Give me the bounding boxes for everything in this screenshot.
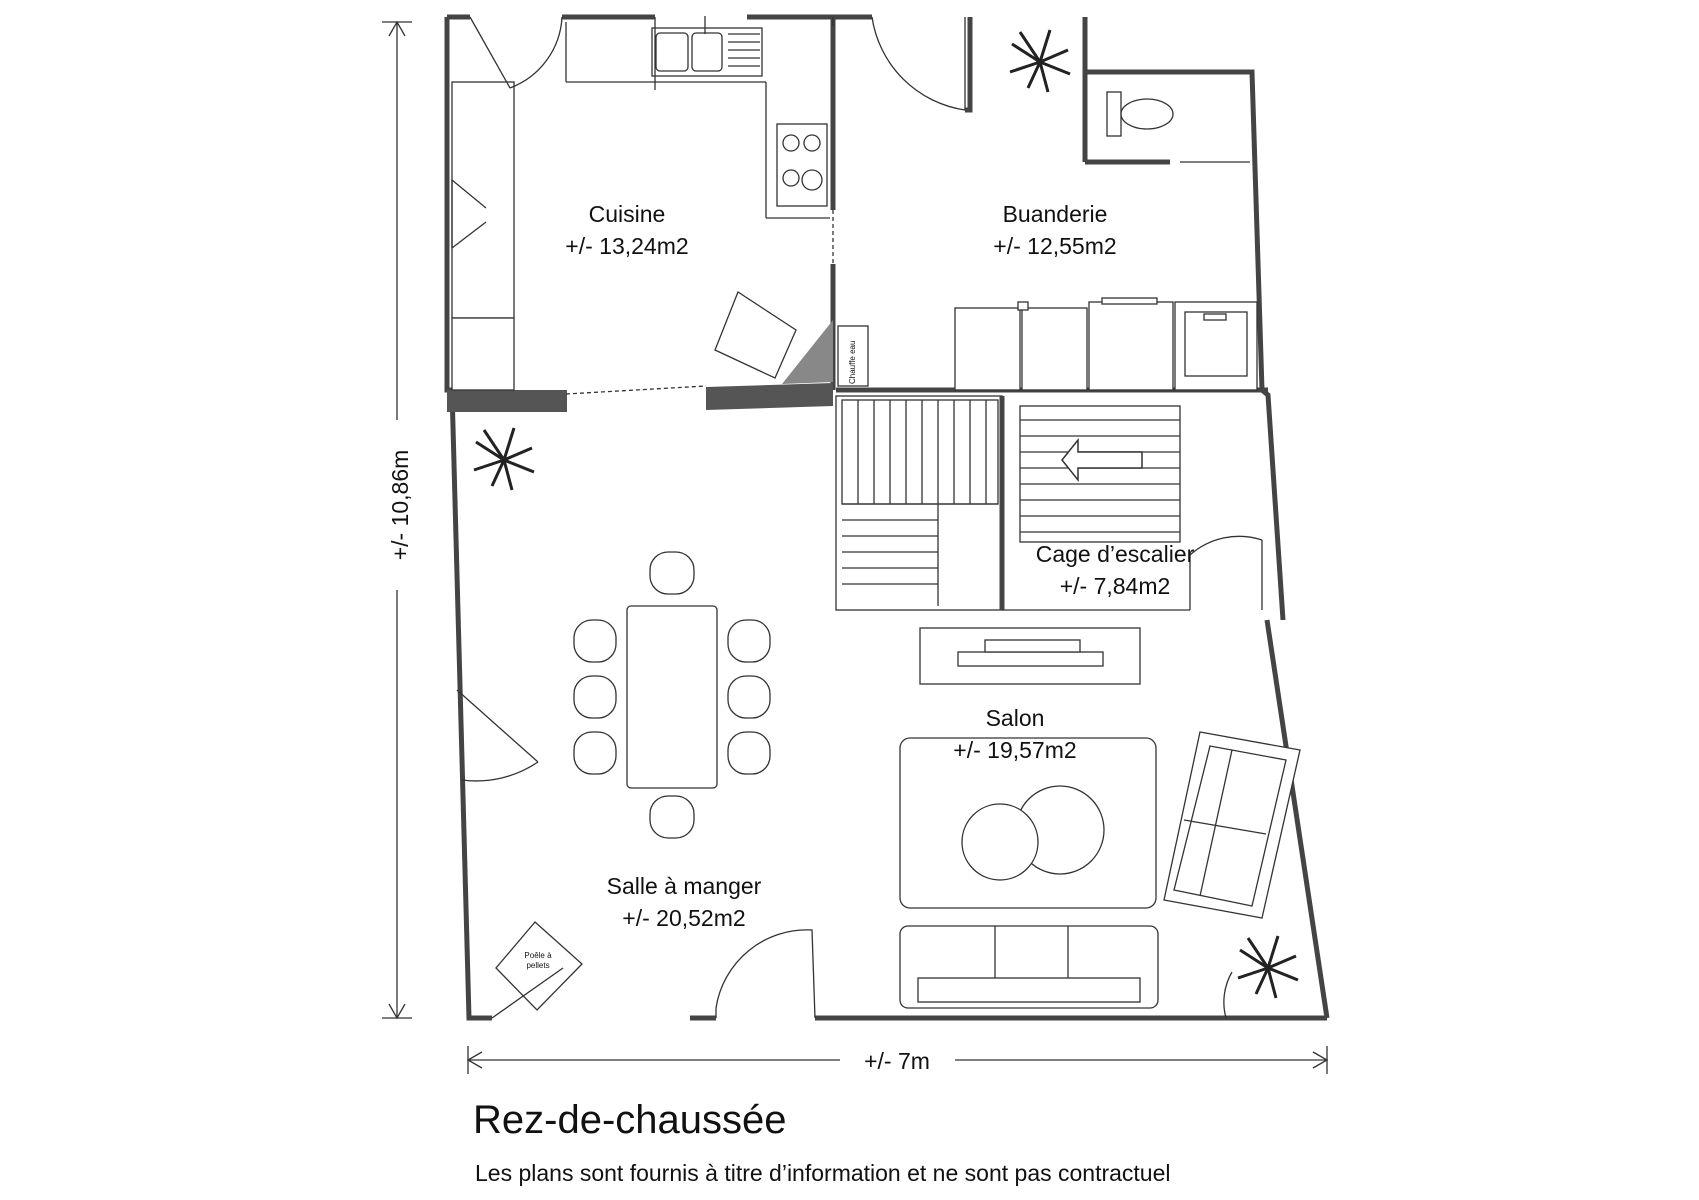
room-salle-a-manger xyxy=(607,873,762,931)
room-name: Salon xyxy=(985,705,1045,731)
toilet-icon xyxy=(1107,92,1250,162)
room-cage-escalier xyxy=(1036,541,1195,599)
laundry-counter xyxy=(955,298,1257,390)
room-area: +/- 12,55m2 xyxy=(993,233,1117,259)
sofa xyxy=(900,926,1158,1008)
room-name: Salle à manger xyxy=(606,873,762,899)
plant-icon xyxy=(1010,30,1070,92)
plant-icon xyxy=(474,428,534,490)
dining-table xyxy=(574,552,770,838)
water-heater xyxy=(838,326,868,386)
plan-title: Rez-de-chaussée xyxy=(473,1098,787,1142)
height-dimension-label: +/- 10,86m xyxy=(387,449,413,561)
plant-icon xyxy=(1238,936,1298,998)
width-dimension xyxy=(468,1046,1327,1074)
width-dimension-label: +/- 7m xyxy=(864,1048,930,1074)
pellet-stove-label-line2: pellets xyxy=(526,961,550,970)
kitchen-appliance-corner xyxy=(715,292,833,384)
fireplace xyxy=(920,628,1140,684)
cooktop-icon xyxy=(777,124,827,206)
room-name: Cage d’escalier xyxy=(1035,541,1195,567)
room-buanderie xyxy=(993,201,1116,259)
armchair-sofa xyxy=(1164,732,1300,918)
room-area: +/- 13,24m2 xyxy=(565,233,689,259)
room-salon xyxy=(953,705,1076,763)
pellet-stove-label-line1: Poêle à xyxy=(524,951,552,960)
room-area: +/- 20,52m2 xyxy=(622,905,746,931)
room-name: Buanderie xyxy=(1002,201,1108,227)
plan-disclaimer: Les plans sont fournis à titre d’information et ne sont pas contractuel xyxy=(475,1160,1171,1186)
rug xyxy=(900,738,1156,908)
water-heater-label: Chauffe eau xyxy=(848,340,857,384)
height-dimension xyxy=(382,22,413,1018)
room-name: Cuisine xyxy=(588,201,666,227)
room-cuisine xyxy=(565,201,688,259)
pellet-stove xyxy=(496,922,582,1010)
room-area: +/- 7,84m2 xyxy=(1059,573,1171,599)
room-area: +/- 19,57m2 xyxy=(953,737,1077,763)
sink-icon xyxy=(652,16,762,76)
